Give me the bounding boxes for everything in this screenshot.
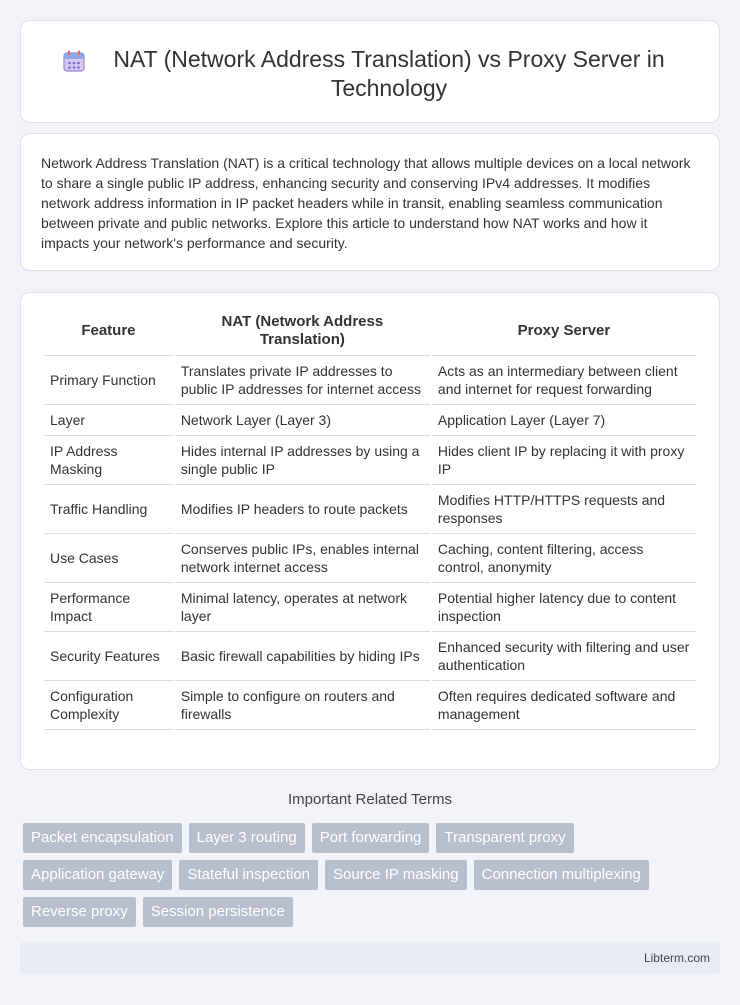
header-nat: NAT (Network Address Translation)	[175, 307, 430, 356]
row-feature: Configuration Complexity	[44, 681, 173, 730]
row-feature: Primary Function	[44, 356, 173, 405]
row-proxy: Caching, content filtering, access control, anonymity	[432, 534, 696, 583]
row-proxy: Hides client IP by replacing it with proxy IP	[432, 436, 696, 485]
row-feature: Security Features	[44, 632, 173, 681]
table-row	[44, 632, 696, 681]
row-feature: Traffic Handling	[44, 485, 173, 534]
term-tag[interactable]: Transparent proxy	[436, 823, 573, 853]
row-proxy: Often requires dedicated software and management	[432, 681, 696, 730]
table-row	[44, 436, 696, 485]
row-proxy: Application Layer (Layer 7)	[432, 405, 696, 436]
footer	[20, 942, 720, 974]
row-feature: IP Address Masking	[44, 436, 173, 485]
row-proxy: Enhanced security with filtering and user authentication	[432, 632, 696, 681]
row-feature: Layer	[44, 405, 173, 436]
term-tag[interactable]: Connection multiplexing	[474, 860, 649, 890]
header-proxy: Proxy Server	[432, 307, 696, 356]
table-row	[44, 485, 696, 534]
intro-paragraph: Network Address Translation (NAT) is a critical technology that allows multiple devices on a local network to share a single public IP address, enhancing security and conserving IPv4 addresses. It modifies network address information in IP packet headers while in transit, enabling seamless communication between private and public networks. Explore this article to understand how NAT works and how it impacts your network's performance and security.	[41, 155, 691, 251]
row-nat: Simple to configure on routers and firewalls	[175, 681, 430, 730]
table-row	[44, 681, 696, 730]
page-title: NAT (Network Address Translation) vs Proxy Server in Technology	[113, 46, 665, 101]
term-tag[interactable]: Port forwarding	[312, 823, 430, 853]
table-row	[44, 356, 696, 405]
term-tag[interactable]: Reverse proxy	[23, 897, 136, 927]
header-card	[20, 20, 720, 123]
row-nat: Minimal latency, operates at network layer	[175, 583, 430, 632]
term-tag[interactable]: Source IP masking	[325, 860, 467, 890]
table-header-row	[44, 307, 696, 356]
row-proxy: Modifies HTTP/HTTPS requests and responses	[432, 485, 696, 534]
header-feature: Feature	[44, 307, 173, 356]
comparison-table	[42, 307, 698, 730]
calendar-icon	[61, 48, 87, 74]
term-tag[interactable]: Application gateway	[23, 860, 172, 890]
table-row	[44, 405, 696, 436]
term-tag[interactable]: Layer 3 routing	[189, 823, 305, 853]
term-tag[interactable]: Stateful inspection	[179, 860, 318, 890]
table-row	[44, 583, 696, 632]
row-proxy: Potential higher latency due to content inspection	[432, 583, 696, 632]
row-feature: Performance Impact	[44, 583, 173, 632]
table-row	[44, 534, 696, 583]
title-wrap	[21, 21, 719, 103]
row-nat: Hides internal IP addresses by using a single public IP	[175, 436, 430, 485]
intro-card	[20, 133, 720, 271]
row-nat: Network Layer (Layer 3)	[175, 405, 430, 436]
row-nat: Basic firewall capabilities by hiding IPs	[175, 632, 430, 681]
comparison-table-card	[20, 292, 720, 770]
row-feature: Use Cases	[44, 534, 173, 583]
row-proxy: Acts as an intermediary between client and internet for request forwarding	[432, 356, 696, 405]
row-nat: Translates private IP addresses to public IP addresses for internet access	[175, 356, 430, 405]
footer-site-link[interactable]: Libterm.com	[643, 951, 710, 965]
row-nat: Modifies IP headers to route packets	[175, 485, 430, 534]
term-tag[interactable]: Session persistence	[143, 897, 293, 927]
related-terms-list	[23, 823, 723, 934]
term-tag[interactable]: Packet encapsulation	[23, 823, 182, 853]
related-terms-title: Important Related Terms	[288, 791, 452, 808]
row-nat: Conserves public IPs, enables internal network internet access	[175, 534, 430, 583]
